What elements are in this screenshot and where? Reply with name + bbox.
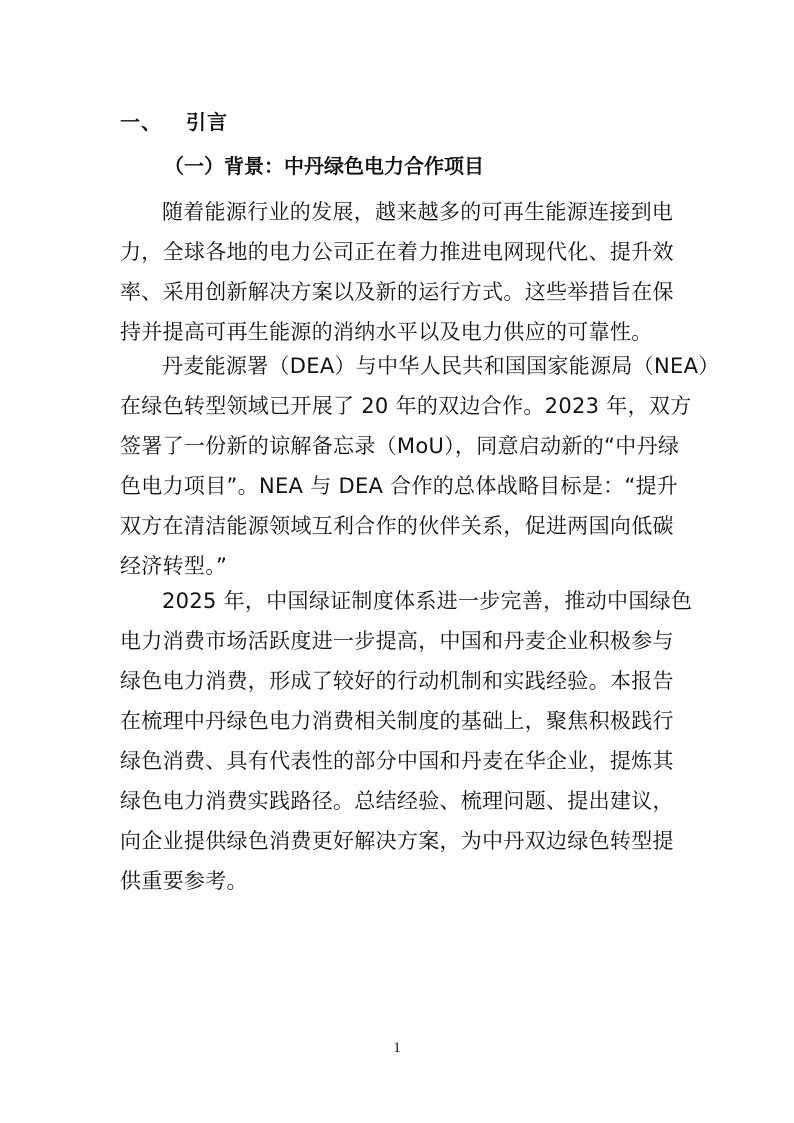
paragraph-line: 双方在清洁能源领域互利合作的伙伴关系，促进两国向低碳 [120,514,674,538]
paragraph-line: 在绿色转型领域已开展了 20 年的双边合作。2023 年，双方 [120,394,692,418]
section-title: 引言 [186,110,228,134]
section-number: 一、 [120,110,162,134]
paragraph-line: 2025 年，中国绿证制度体系进一步完善，推动中国绿色 [162,589,693,613]
paragraph-line: 绿色电力消费实践路径。总结经验、梳理问题、提出建议， [120,789,674,813]
page-number: 1 [393,1040,401,1056]
paragraph-line: 签署了一份新的谅解备忘录（MoU），同意启动新的“中丹绿 [120,434,680,458]
paragraph-3 [120,581,693,901]
paragraph-line: 绿色电力消费，形成了较好的行动机制和实践经验。本报告 [120,669,674,693]
paragraph-line: 色电力项目”。NEA 与 DEA 合作的总体战略目标是：“提升 [120,474,679,498]
paragraph-line: 随着能源行业的发展，越来越多的可再生能源连接到电 [162,200,674,224]
paragraph-line: 持并提高可再生能源的消纳水平以及电力供应的可靠性。 [120,320,653,344]
paragraph-1 [120,192,680,352]
paragraph-line: 供重要参考。 [120,869,248,893]
subsection-heading: （一）背景：中丹绿色电力合作项目 [164,154,484,178]
paragraph-line: 丹麦能源署（DEA）与中华人民共和国国家能源局（NEA） [162,354,720,378]
paragraph-line: 在梳理中丹绿色电力消费相关制度的基础上，聚焦积极践行 [120,709,674,733]
paragraph-line: 向企业提供绿色消费更好解决方案，为中丹双边绿色转型提 [120,829,674,853]
paragraph-line: 率、采用创新解决方案以及新的运行方式。这些举措旨在保 [120,280,674,304]
paragraph-line: 电力消费市场活跃度进一步提高，中国和丹麦企业积极参与 [120,629,674,653]
paragraph-line: 力，全球各地的电力公司正在着力推进电网现代化、提升效 [120,240,674,264]
paragraph-line: 绿色消费、具有代表性的部分中国和丹麦在华企业，提炼其 [120,749,674,773]
section-heading [120,106,228,135]
paragraph-line: 经济转型。” [120,554,228,578]
paragraph-2 [120,346,720,586]
